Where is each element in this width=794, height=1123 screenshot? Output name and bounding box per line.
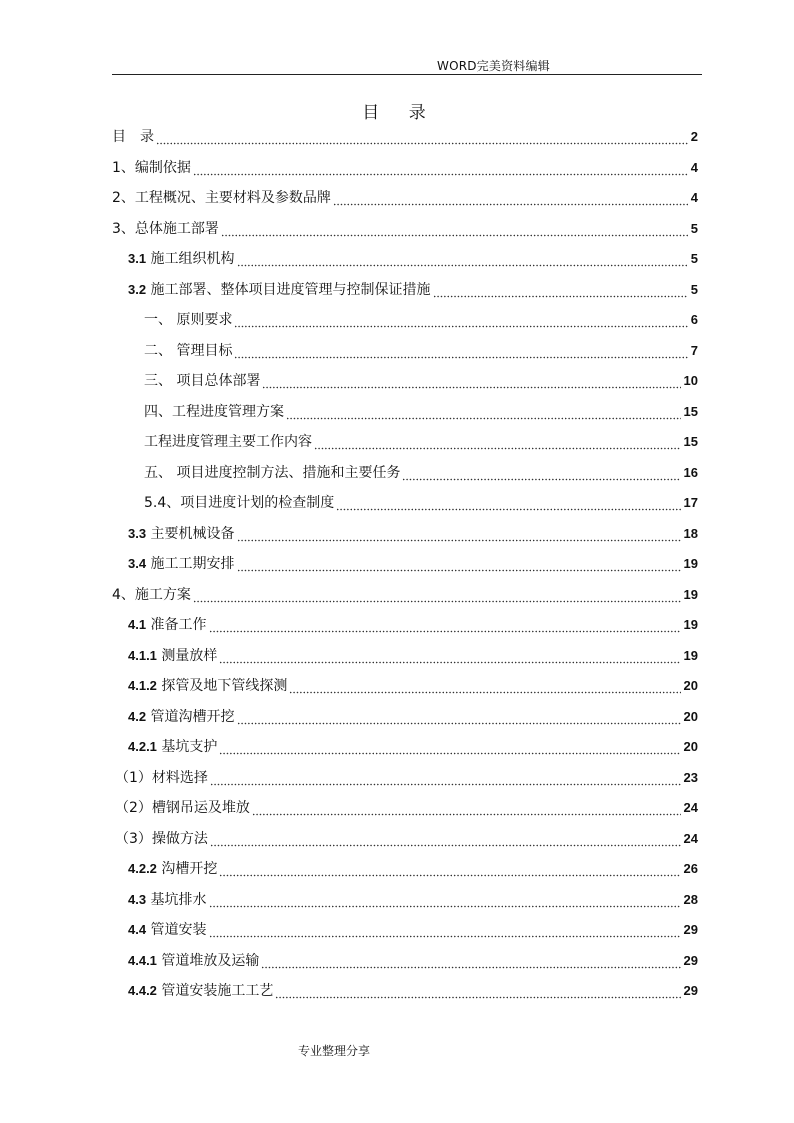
- toc-page-number: 18: [683, 525, 698, 541]
- toc-entry[interactable]: [0, 854, 794, 878]
- toc-leader-dots: [210, 830, 681, 848]
- toc-leader-dots: [219, 738, 680, 756]
- toc-page-number: 20: [683, 678, 698, 693]
- toc-entry[interactable]: [0, 793, 794, 817]
- toc-page-number: 20: [683, 708, 698, 724]
- toc-entry[interactable]: [0, 519, 794, 543]
- toc-entry[interactable]: [0, 244, 794, 268]
- toc-page-number: 6: [690, 312, 698, 327]
- toc-page-number: 26: [683, 861, 698, 876]
- toc-entry-label: （1）材料选择: [115, 769, 208, 786]
- toc-page-number: 29: [683, 952, 698, 968]
- toc-page-number: 5: [690, 281, 698, 297]
- toc-entry-label: 4.4 管道安装: [128, 922, 207, 938]
- toc-page-number: 29: [683, 983, 698, 998]
- toc-page-number: 5: [690, 220, 698, 236]
- toc-leader-dots: [156, 128, 688, 146]
- toc-leader-dots: [289, 677, 680, 695]
- toc-entry-label: （2）槽钢吊运及堆放: [115, 800, 250, 816]
- toc-entry-label: 4、施工方案: [112, 586, 191, 603]
- toc-page-number: 5: [690, 251, 698, 266]
- toc-entry[interactable]: [0, 885, 794, 909]
- toc-entry[interactable]: [0, 366, 794, 390]
- toc-entry[interactable]: [0, 976, 794, 1000]
- toc-entry[interactable]: [0, 397, 794, 421]
- toc-entry-label: 4.1.1 测量放样: [128, 647, 218, 664]
- toc-leader-dots: [275, 982, 680, 1000]
- toc-page-number: 17: [683, 495, 698, 510]
- toc-leader-dots: [237, 525, 681, 543]
- toc-leader-dots: [219, 647, 680, 665]
- toc-leader-dots: [209, 891, 681, 909]
- toc-entry-label: 4.4.2 管道安装施工工艺: [128, 983, 274, 999]
- page-footer-text: 专业整理分享: [298, 1044, 371, 1058]
- toc-entry[interactable]: [0, 580, 794, 604]
- toc-entry-label: （3）操做方法: [115, 830, 208, 847]
- toc-page-number: 20: [683, 739, 698, 754]
- toc-entry-label: 目 录: [112, 129, 154, 145]
- toc-entry[interactable]: [0, 153, 794, 177]
- toc-entry-label: 2、工程概况、主要材料及参数品牌: [112, 190, 331, 206]
- toc-page-number: 10: [683, 373, 698, 388]
- toc-page-number: 24: [683, 800, 698, 815]
- toc-entry-label: 3.4 施工工期安排: [128, 556, 235, 572]
- toc-entry[interactable]: [0, 214, 794, 238]
- toc-entry[interactable]: [0, 275, 794, 299]
- toc-entry-label: 1、编制依据: [112, 159, 191, 176]
- toc-leader-dots: [209, 616, 681, 634]
- toc-leader-dots: [193, 586, 681, 604]
- toc-leader-dots: [209, 921, 681, 939]
- toc-entry[interactable]: [0, 305, 794, 329]
- toc-entry[interactable]: [0, 671, 794, 695]
- toc-page-number: 24: [683, 830, 698, 846]
- toc-entry[interactable]: [0, 488, 794, 512]
- toc-entry[interactable]: [0, 122, 794, 146]
- toc-entry[interactable]: [0, 915, 794, 939]
- toc-leader-dots: [252, 799, 681, 817]
- toc-entry[interactable]: [0, 549, 794, 573]
- toc-leader-dots: [237, 708, 681, 726]
- toc-leader-dots: [237, 555, 681, 573]
- toc-entry[interactable]: [0, 458, 794, 482]
- toc-page-number: 23: [683, 769, 698, 785]
- toc-leader-dots: [336, 494, 680, 512]
- toc-entry-label: 3.1 施工组织机构: [128, 251, 235, 267]
- toc-entry-label: 4.3 基坑排水: [128, 891, 207, 908]
- toc-page-number: 15: [683, 434, 698, 449]
- toc-page-number: 19: [683, 647, 698, 663]
- page-header-text: WORD完美资料编辑: [437, 59, 550, 73]
- toc-leader-dots: [219, 860, 680, 878]
- toc-page-number: 19: [683, 586, 698, 602]
- toc-entry-label: 四、工程进度管理方案: [144, 403, 284, 420]
- toc-leader-dots: [314, 433, 681, 451]
- toc-entry[interactable]: [0, 824, 794, 848]
- toc-entry-label: 一、 原则要求: [144, 312, 233, 328]
- toc-leader-dots: [221, 220, 688, 238]
- toc-page-number: 19: [683, 556, 698, 571]
- toc-entry[interactable]: [0, 763, 794, 787]
- toc-entry-label: 4.4.1 管道堆放及运输: [128, 952, 260, 969]
- toc-entry[interactable]: [0, 336, 794, 360]
- toc-entry-label: 二、 管理目标: [144, 342, 233, 359]
- header-divider: [112, 74, 702, 75]
- toc-entry[interactable]: [0, 732, 794, 756]
- toc-entry-label: 3、总体施工部署: [112, 220, 219, 237]
- toc-entry-label: 4.2.2 沟槽开挖: [128, 861, 218, 877]
- toc-page-number: 28: [683, 891, 698, 907]
- toc-page-number: 2: [690, 129, 698, 144]
- toc-leader-dots: [234, 311, 687, 329]
- toc-entry[interactable]: [0, 946, 794, 970]
- toc-entry-label: 3.2 施工部署、整体项目进度管理与控制保证措施: [128, 281, 431, 298]
- toc-entry[interactable]: [0, 427, 794, 451]
- toc-leader-dots: [261, 952, 680, 970]
- toc-entry-label: 三、 项目总体部署: [144, 373, 261, 389]
- toc-page-number: 7: [690, 342, 698, 358]
- toc-leader-dots: [262, 372, 680, 390]
- toc-page-number: 16: [683, 464, 698, 480]
- toc-entry-label: 5.4、项目进度计划的检查制度: [144, 495, 335, 511]
- toc-entry-label: 3.3 主要机械设备: [128, 525, 235, 542]
- toc-leader-dots: [402, 464, 680, 482]
- toc-entry[interactable]: [0, 641, 794, 665]
- toc-leader-dots: [433, 281, 688, 299]
- toc-leader-dots: [286, 403, 681, 421]
- toc-page-number: 4: [690, 190, 698, 205]
- toc-entry-label: 五、 项目进度控制方法、措施和主要任务: [144, 464, 401, 481]
- toc-entry[interactable]: [0, 702, 794, 726]
- toc-entry-label: 4.1.2 探管及地下管线探测: [128, 678, 288, 694]
- toc-entry[interactable]: [0, 183, 794, 207]
- toc-page-number: 4: [690, 159, 698, 175]
- toc-leader-dots: [193, 159, 688, 177]
- toc-entry-label: 4.2.1 基坑支护: [128, 739, 218, 755]
- toc-leader-dots: [210, 769, 681, 787]
- toc-entry[interactable]: [0, 610, 794, 634]
- toc-entry-label: 4.2 管道沟槽开挖: [128, 708, 235, 725]
- toc-page-number: 29: [683, 922, 698, 937]
- toc-leader-dots: [333, 189, 688, 207]
- toc-leader-dots: [234, 342, 687, 360]
- document-title: 目 录: [362, 103, 438, 123]
- toc-entry-label: 4.1 准备工作: [128, 617, 207, 633]
- toc-page-number: 15: [683, 403, 698, 419]
- toc-leader-dots: [237, 250, 688, 268]
- toc-entry-label: 工程进度管理主要工作内容: [144, 434, 312, 450]
- toc-page-number: 19: [683, 617, 698, 632]
